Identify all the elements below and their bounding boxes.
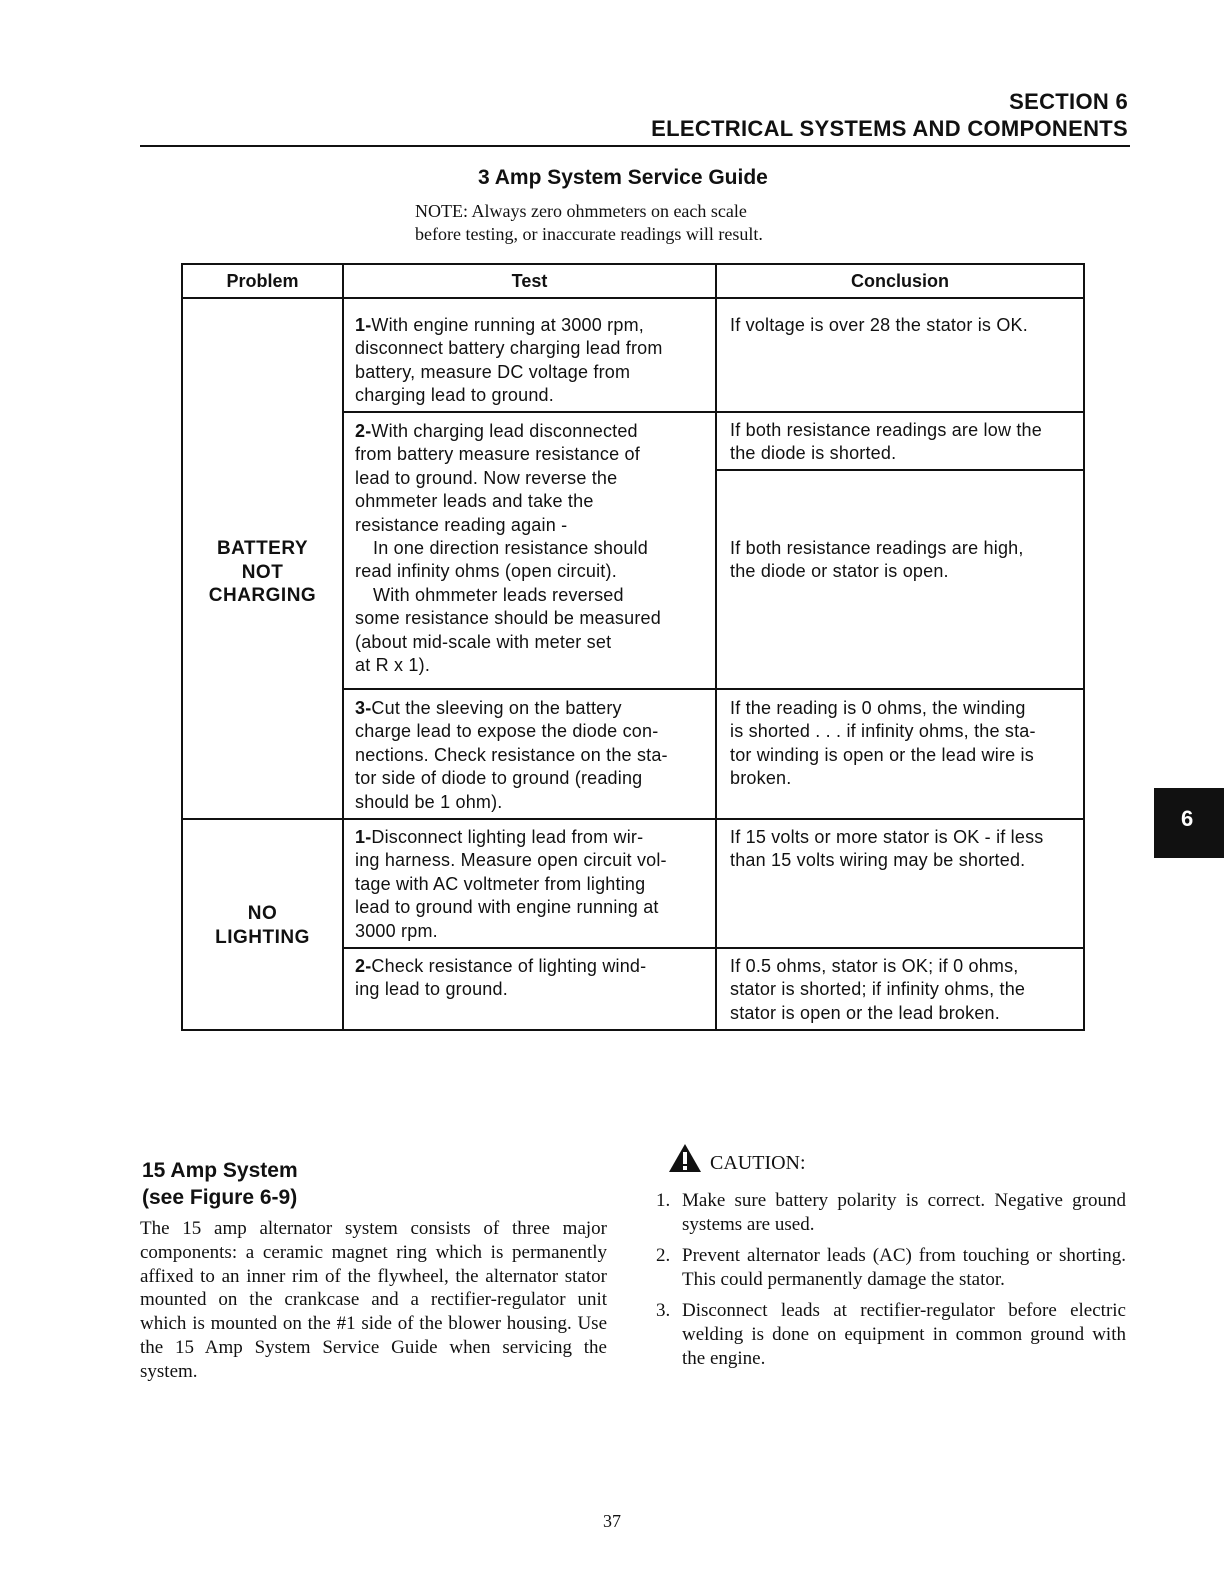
conclusion-battery-2a: If both resistance readings are low the the diode is shorted. bbox=[730, 420, 1042, 464]
system15-title: 15 Amp System bbox=[142, 1159, 298, 1182]
table-border-bottom bbox=[181, 1029, 1085, 1031]
system15-heading bbox=[142, 1157, 298, 1211]
test-battery-2: 2-With charging lead disconnected from battery measure resistance of lead to ground. Now reverse the ohmmeter leads and take the resistance reading again - In one direction resistance should read infinity ohms (open circuit). With ohmmeter leads reversed some resistance should be measured (about mid-scale with meter set at R x 1). bbox=[355, 421, 661, 676]
column-divider bbox=[715, 263, 717, 1031]
note-line: NOTE: Always zero ohmmeters on each scale bbox=[415, 201, 747, 221]
table-border-right bbox=[1083, 263, 1085, 1031]
system15-body: The 15 amp alternator system consists of three major components: a ceramic magnet ring which is permanently affixed to an inner rim of the flywheel, the alternator stator mounted on the crankcase and a rectifier-regulator unit which is mounted on the #1 side of the blower housing. Use the 15 Amp System Service Guide when servicing the system. bbox=[140, 1218, 607, 1382]
column-header-problem: Problem bbox=[226, 271, 299, 291]
guide-title: 3 Amp System Service Guide bbox=[478, 166, 768, 189]
caution-item: 3. Disconnect leads at rectifier-regulator before electric welding is done on equipment in common ground with the engine. bbox=[656, 1300, 1126, 1369]
caution-label: CAUTION: bbox=[710, 1152, 806, 1174]
system15-figure-ref: (see Figure 6-9) bbox=[142, 1186, 298, 1209]
caution-heading bbox=[668, 1143, 806, 1175]
test-lighting-2: 2-Check resistance of lighting wind- ing lead to ground. bbox=[355, 956, 647, 1000]
column-header-conclusion: Conclusion bbox=[851, 271, 949, 291]
conclusion-battery-2b: If both resistance readings are high, the diode or stator is open. bbox=[730, 538, 1024, 582]
problem-no-lighting: NO LIGHTING bbox=[215, 903, 310, 948]
test-lighting-1: 1-Disconnect lighting lead from wir- ing harness. Measure open circuit vol- tage with AC voltmeter from lighting lead to ground with engine running at 3000 rpm. bbox=[355, 827, 667, 941]
column-header-test: Test bbox=[511, 271, 548, 291]
conclusion-battery-1: If voltage is over 28 the stator is OK. bbox=[730, 315, 1028, 335]
section-title: ELECTRICAL SYSTEMS AND COMPONENTS bbox=[651, 116, 1128, 141]
page-number: 37 bbox=[603, 1511, 621, 1531]
note-line: before testing, or inaccurate readings will result. bbox=[415, 224, 763, 244]
row-divider bbox=[342, 947, 1085, 949]
problem-battery-not-charging: BATTERY NOT CHARGING bbox=[208, 538, 317, 606]
group-divider bbox=[181, 818, 1085, 820]
conclusion-lighting-2: If 0.5 ohms, stator is OK; if 0 ohms, stator is shorted; if infinity ohms, the stator is open or the lead broken. bbox=[730, 956, 1026, 1023]
section-header bbox=[651, 88, 1128, 142]
section-tab: 6 bbox=[1154, 788, 1224, 858]
guide-note bbox=[415, 200, 763, 246]
warning-triangle-icon bbox=[668, 1143, 702, 1173]
row-divider bbox=[715, 469, 1085, 471]
caution-item: 2. Prevent alternator leads (AC) from touching or shorting. This could permanently damage the stator. bbox=[656, 1245, 1126, 1290]
conclusion-lighting-1: If 15 volts or more stator is OK - if less than 15 volts wiring may be shorted. bbox=[730, 827, 1044, 871]
column-divider bbox=[342, 263, 344, 1031]
test-battery-3: 3-Cut the sleeving on the battery charge lead to expose the diode con- nections. Check resistance on the sta- tor side of diode to ground (reading should be 1 ohm). bbox=[355, 698, 668, 812]
header-rule bbox=[140, 145, 1130, 147]
row-divider bbox=[342, 688, 1085, 690]
test-battery-1: 1-With engine running at 3000 rpm, disconnect battery charging lead from battery, measure DC voltage from charging lead to ground. bbox=[355, 315, 663, 406]
section-number: SECTION 6 bbox=[1009, 89, 1128, 114]
caution-list bbox=[656, 1189, 1126, 1378]
caution-item: 1. Make sure battery polarity is correct. Negative ground systems are used. bbox=[656, 1190, 1126, 1235]
row-divider bbox=[342, 411, 1085, 413]
conclusion-battery-3: If the reading is 0 ohms, the winding is shorted . . . if infinity ohms, the sta- tor winding is open or the lead wire is broken. bbox=[730, 698, 1036, 789]
